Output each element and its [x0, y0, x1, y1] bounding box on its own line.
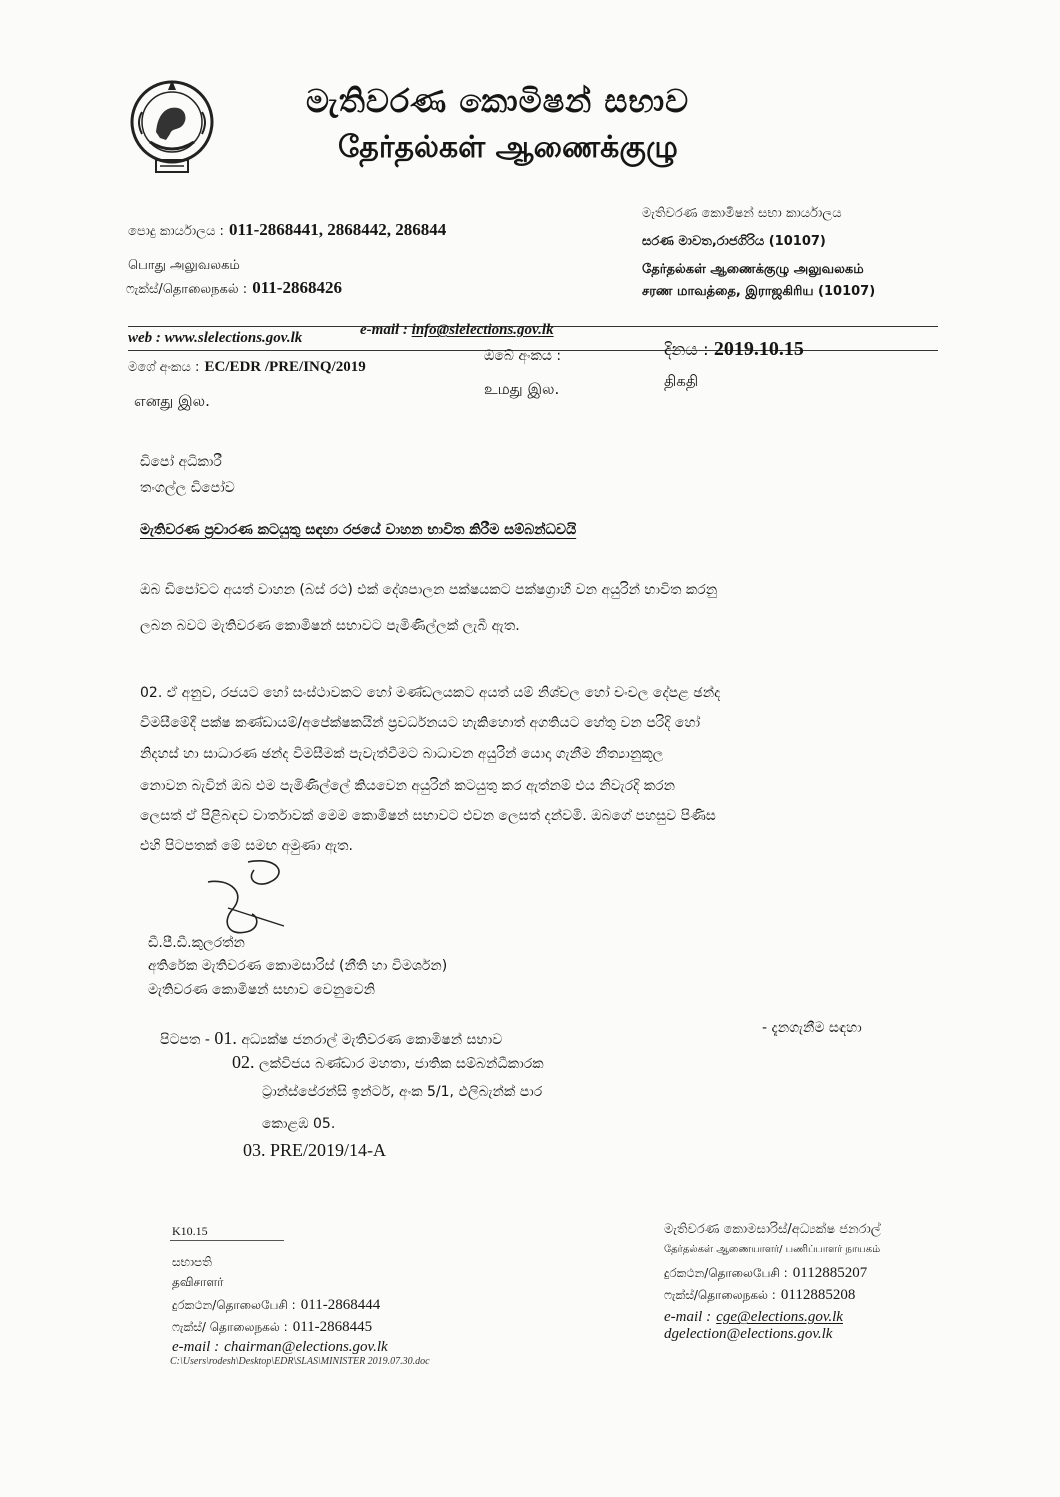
signatory-office: මැතිවරණ කොමිෂන් සභාව වෙනුවෙනි [148, 982, 376, 998]
address-tamil-line2: சரண மாவத்தை, இராஜகிரிய (10107) [642, 284, 876, 299]
paragraph2-line: ලෙසත් ඒ පිළිබඳව වාර්තාවක් මෙම කොමිෂන් සභාවට එවන ලෙසත් දන්වමි. ඔබගේ පහසුව පිණිස [140, 808, 716, 824]
copies-number: 03. [243, 1140, 266, 1160]
footer-dg-title-tamil: தேர்தல்கள் ஆணையாளர்/ பணிப்பாளர் நாயகம் [664, 1244, 881, 1255]
footer-email-line [172, 1336, 388, 1356]
footer-code: K10.15 [172, 1224, 208, 1238]
fax-label: ෆැක්ස්/தொலைநகல் : [126, 282, 248, 297]
date-line [664, 338, 804, 361]
hq-phone-line [128, 220, 446, 240]
footer-code-rule [170, 1240, 284, 1241]
footer-phone-line [172, 1294, 380, 1314]
address-tamil-line1: தேர்தல்கள் ஆணைக்குழு அலுவலகம் [642, 262, 864, 277]
copies-item2-line3: කොළඹ 05. [262, 1116, 336, 1132]
date-value: 2019.10.15 [713, 338, 804, 360]
copies-item-text: ලක්විජය බණ්ඩාර මහතා, ජාතික සම්බන්ධීකාරක [258, 1056, 544, 1072]
copies-number: 02. [232, 1052, 255, 1072]
copies-number: 01. [214, 1028, 237, 1048]
footer-fax-label: ෆැක්ස්/ தொலைநகல் : [172, 1320, 288, 1334]
footer-dg-fax: 0112885208 [780, 1287, 856, 1303]
footer-fax: 011-2868445 [292, 1319, 373, 1335]
paragraph2-line: නිදහස් හා සාධාරණ ඡන්ද විමසීමක් පැවැත්වීමට බාධාවන අයුරින් යොදා ගැනීම නීත්‍යානුකූල [140, 746, 664, 762]
my-reference-label-tamil: எனது இல. [134, 392, 210, 410]
address-sinhala-line1: මැතිවරණ කොමිෂන් සභා කාර්යාලය [642, 206, 842, 221]
hq-label-tamil: பொது அலுவலகம் [128, 258, 240, 273]
footer-dg-email-line [664, 1306, 843, 1326]
fax-number: 011-2868426 [252, 278, 342, 297]
footer-chair-sinhala: සභාපති [172, 1255, 212, 1269]
paragraph2-line: 02. ඒ අනුව, රජයට හෝ සංස්ථාවකට හෝ මණ්ඩලයකට අයත් යම් නිශ්චල හෝ චංචල දේපළ ඡන්ද [140, 685, 721, 701]
organization-title-tamil: தேர்தல்கள் ஆணைக்குழு [338, 130, 678, 165]
footer-dg-email[interactable]: cge@elections.gov.lk [716, 1309, 843, 1325]
your-reference-label-tamil: உமது இல. [484, 380, 560, 398]
footer-dg-fax-line [664, 1284, 855, 1304]
footer-fax-line [172, 1316, 372, 1336]
footer-chair-tamil: தவிசாளர் [172, 1275, 224, 1289]
copies-item1 [160, 1028, 502, 1049]
footer-dg-email-label: e-mail : [664, 1309, 712, 1325]
paragraph1-line: ඔබ ඩිපෝවට අයත් වාහන (බස් රථ) එක් දේශපාලන පක්ෂයකට පක්ෂග්‍රාහී වන අයුරින් භාවිත කරනු [140, 582, 718, 598]
footer-email-label: e-mail : [172, 1339, 220, 1355]
footer-dg-email2[interactable]: dgelection@elections.gov.lk [664, 1326, 833, 1342]
footer-phone: 011-2868444 [300, 1297, 381, 1313]
copies-item2-line2: ට්‍රාන්ස්පේරන්සි ඉන්ටර්, අංක 5/1, ඵලිබැන්ක් පාර [262, 1084, 543, 1100]
footer-dg-phone-line [664, 1262, 867, 1282]
signatory-title: අතිරේක මැතිවරණ කොමසාරිස් (නීති හා විමර්ශන) [148, 958, 448, 974]
paragraph1-line: ලබන බවට මැතිවරණ කොමිෂන් සභාවට පැමිණිල්ලක් ලැබී ඇත. [140, 618, 520, 634]
letter-subject: මැතිවරණ ප්‍රචාරණ කටයුතු සඳහා රජයේ වාහන භාවිත කිරීම සම්බන්ධවයි [140, 522, 577, 538]
copies-label: පිටපත - [160, 1032, 210, 1048]
footer-dg-fax-label: ෆැක්ස්/தொலைநகல் : [664, 1288, 776, 1302]
my-reference-number: EC/EDR /PRE/INQ/2019 [204, 359, 366, 375]
footer-dg-title-sinhala: මැතිවරණ කොමසාරිස්/අධ්‍යක්ෂ ජනරාල් [664, 1222, 881, 1237]
copies-item-text: PRE/2019/14-A [269, 1140, 386, 1160]
email-link[interactable]: info@slelections.gov.lk [411, 322, 554, 338]
footer-email[interactable]: chairman@elections.gov.lk [224, 1339, 388, 1355]
date-label-tamil: திகதி [664, 372, 699, 390]
paragraph2-line: විමසීමේදී පක්ෂ කණ්ඩායම්/අපේක්ෂකයින් ප්‍රවර්ධනයට හැකිහොත් අගතියට හේතු වන පරිදි හෝ [140, 715, 701, 731]
email-line [360, 322, 554, 339]
footer-phone-label: දුරකථන/தொலைபேசி : [172, 1298, 296, 1312]
my-reference-label: මගේ අංකය : [128, 360, 200, 375]
copies-item1-note: - දැනගැනීම සඳහා [762, 1020, 862, 1036]
date-label: දිනය : [664, 340, 709, 360]
email-label: e-mail : [360, 322, 408, 338]
fax-line [126, 278, 342, 298]
footer-dg-phone-label: දුරකථන/தொலைபேசி : [664, 1266, 788, 1280]
handwritten-signature [188, 852, 308, 942]
recipient-line1: ඩිපෝ අධිකාරී [140, 454, 222, 470]
paragraph2-line: නොවන බැවින් ඔබ එම පැමිණිල්ලේ කියවෙන අයුරින් කටයුතු කර ඇත්නම් එය නිවැරදි කරන [140, 778, 676, 794]
copies-item3 [243, 1140, 386, 1161]
footer-file-path: C:\Users\rodesh\Desktop\EDR\SLAS\MINISTER 2019.07.30.doc [170, 1356, 430, 1367]
organization-title-sinhala: මැතිවරණ කොමිෂන් සභාව [306, 82, 690, 120]
paragraph2-line: එහි පිටපතක් මේ සමඟ අමුණා ඇත. [140, 838, 353, 854]
signatory-name: ඩී.පී.ඩී.කුලරත්න [148, 935, 245, 951]
my-reference-line [128, 356, 366, 376]
hq-label: පොදු කාර්යාලය : [128, 224, 224, 239]
hq-phones: 011-2868441, 2868442, 286844 [229, 220, 447, 239]
copies-item-text: අධ්‍යක්ෂ ජනරාල් මැතිවරණ කොමිෂන් සභාව [241, 1032, 503, 1048]
your-reference-label: ඔබේ අංකය : [484, 348, 562, 364]
recipient-line2: තංගල්ල ඩිපෝව [140, 480, 235, 496]
footer-dg-phone: 0112885207 [792, 1265, 868, 1281]
website-text: web : www.slelections.gov.lk [128, 330, 303, 346]
address-sinhala-line2: සරණ මාවත,රාජගිරිය (10107) [642, 234, 826, 249]
copies-item2 [232, 1052, 544, 1073]
government-emblem-icon [126, 72, 218, 176]
